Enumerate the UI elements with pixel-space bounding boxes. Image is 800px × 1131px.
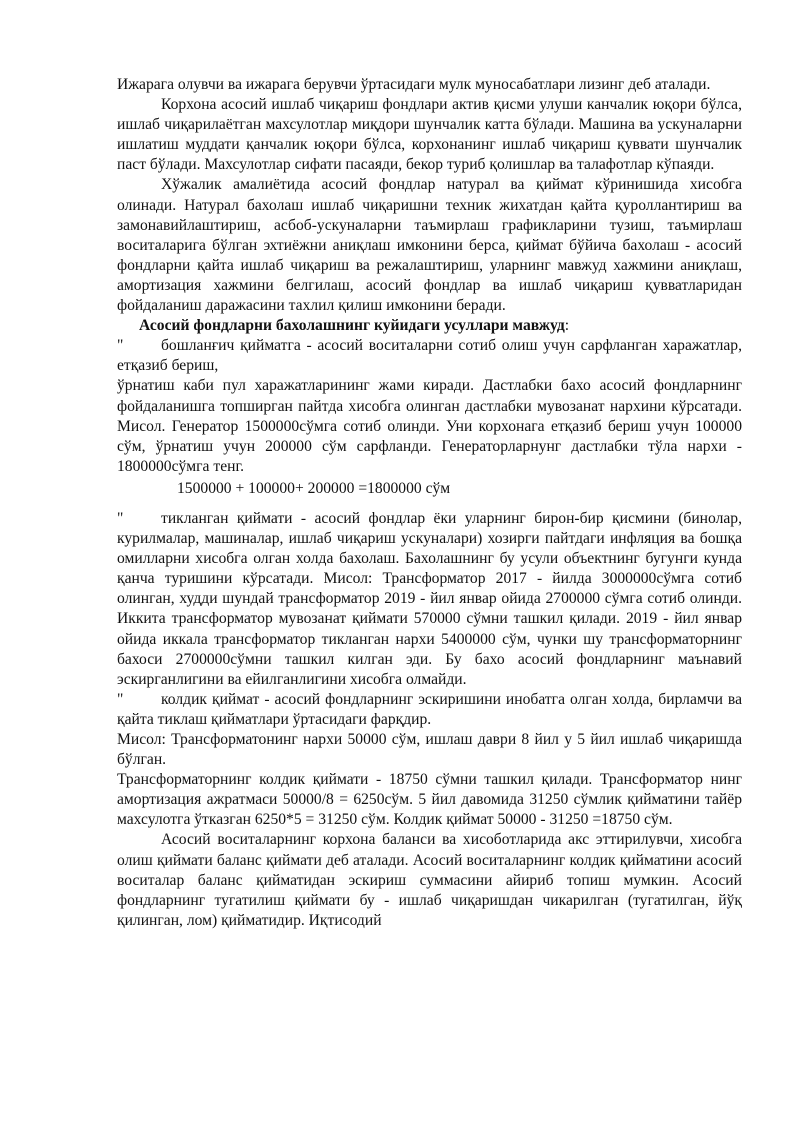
bullet-text: колдик қиймат - асосий фондларнинг эскиришини инобатга олган холда, бирламчи ва қайта тиклаш қийматлари ўртасидаги фарқдир.	[117, 690, 742, 728]
bullet-mark: "	[117, 690, 124, 708]
heading-colon: :	[564, 317, 570, 335]
paragraph-balance-value: Асосий воситаларнинг корхона баланси ва хисоботларида акс эттирилувчи, хисобга олиш қиймати баланс қиймати деб аталади. Асосий воситаларнинг колдик қийматини асосий воситалар баланс қийматидан эскириш суммасини айириб топиш мумкин. Асосий фондларнинг тугатилиш қиймати бу - ишлаб чиқаришдан чикарилган (тугатилган, йўқ қилинган, лом) қийматидир. Иқтисодий	[117, 831, 742, 929]
paragraph-residual-calculation: Трансформаторнинг колдик қиймати - 18750 сўмни ташкил қилади. Трансформатор нинг амортизация ажратмаси 50000/8 = 6250сўм. 5 йил давомида 31250 сўмлик қийматини тайёр махсулотга ўтказган 6250*5 = 31250 сўм. Колдик қиймат 50000 - 31250 =18750 сўм.	[117, 771, 742, 829]
formula-initial-cost: 1500000 + 100000+ 200000 =1800000 сўм	[177, 479, 451, 497]
bullet-text: тикланган қиймати - асосий фондлар ёки уларнинг бирон-бир қисмини (бинолар, курилмалар, машиналар, ишлаб чиқариш ускуналари) хозирги пайтдаги инфляция ва бошқа омилларни хисобга олган холда бахолаш. Бахолашнинг бу усули объектнинг бугунги кунда қанча туришини кўрсатади. Мисол: Трансформатор 2017 - йилда 3000000сўмга сотиб олинган, худди шундай трансформатор 2019 - йил январ ойида 2700000 сўмга сотиб олинди. Иккита трансформатор мувозанат қиймати 570000 сўмни ташкил қилади. 2019 - йил январ ойида иккала трансформатор тикланган нархи 5400000 сўм, чунки шу трансформаторнинг бахоси 2700000сўмни ташкил килган эди. Бу бахо асосий фондларнинг маънавий эскирганлигини ва ейилганлигини хисобга олмайди.	[117, 509, 742, 688]
bullet-initial-cost	[117, 336, 742, 376]
bullet-restored-value	[117, 509, 742, 690]
bullet-mark: "	[117, 509, 124, 527]
paragraph-leasing-definition: Ижарага олувчи ва ижарага берувчи ўртасидаги мулк муносабатлари лизинг деб аталади.	[117, 76, 711, 93]
bullet-text: бошланғич қийматга - асосий воситаларни сотиб олиш учун сарфланган харажатлар, етқазиб бериш,	[117, 337, 742, 375]
paragraph-active-share: Корхона асосий ишлаб чиқариш фондлари актив қисми улуши канчалик юқори бўлса, ишлаб чиқарилаётган махсулотлар миқдори шунчалик катта бўлади. Машина ва ускуналарни ишлатиш муддати қанчалик юқори бўлса, корхонанинг ишлаб чиқариш қуввати шунчалик паст бўлади. Махсулотлар сифати пасаяди, бекор туриб қолишлар ва талафотлар кўпаяди.	[117, 96, 742, 174]
bullet-mark: "	[117, 337, 124, 355]
paragraph-natural-value-assessment: Хўжалик амалиётида асосий фондлар натурал ва қиймат кўринишида хисобга олинади. Натурал бахолаш ишлаб чиқаришни техник жихатдан қайта қуроллантириш ва замонавийлаштириш, асбоб-ускуналарни таъмирлаш графикларини тузиш, таъмирлаш воситаларига бўлган эхтиёжни аниқлаш имконини берса, қиймат бўйича бахолаш - асосий фондларни қайта ишлаб чиқариш ва режалаштириш, уларнинг мавжуд хажмини аниқлаш, амортизация хажмини белгилаш, асосий фондлар ва ишлаб чиқариш қувватларидан фойдаланиш даражасини тахлил қилиш имконини беради.	[117, 176, 742, 315]
paragraph-initial-cost-example: ўрнатиш каби пул харажатларининг жами киради. Дастлабки бахо асосий фондларнинг фойдаланишга топширган пайтда хисобга олинган дастлабки мувозанат нархини кўрсатади. Мисол. Генератор 1500000сўмга сотиб олинди. Уни корхонага етқазиб бериш учун 100000 сўм, ўрнатиш учун 200000 сўм сарфланди. Генераторларнунг дастлабки тўла нархи - 1800000сўмга тенг.	[117, 377, 742, 475]
paragraph-transformer-example: Мисол: Трансформатонинг нархи 50000 сўм, ишлаш даври 8 йил у 5 йил ишлаб чиқаришда бўлган.	[117, 731, 742, 769]
bullet-residual-value	[117, 690, 742, 730]
heading-text: Асосий фондларни бахолашнинг куйидаги усуллари мавжуд	[139, 317, 565, 335]
section-heading-assessment-methods	[117, 316, 742, 336]
